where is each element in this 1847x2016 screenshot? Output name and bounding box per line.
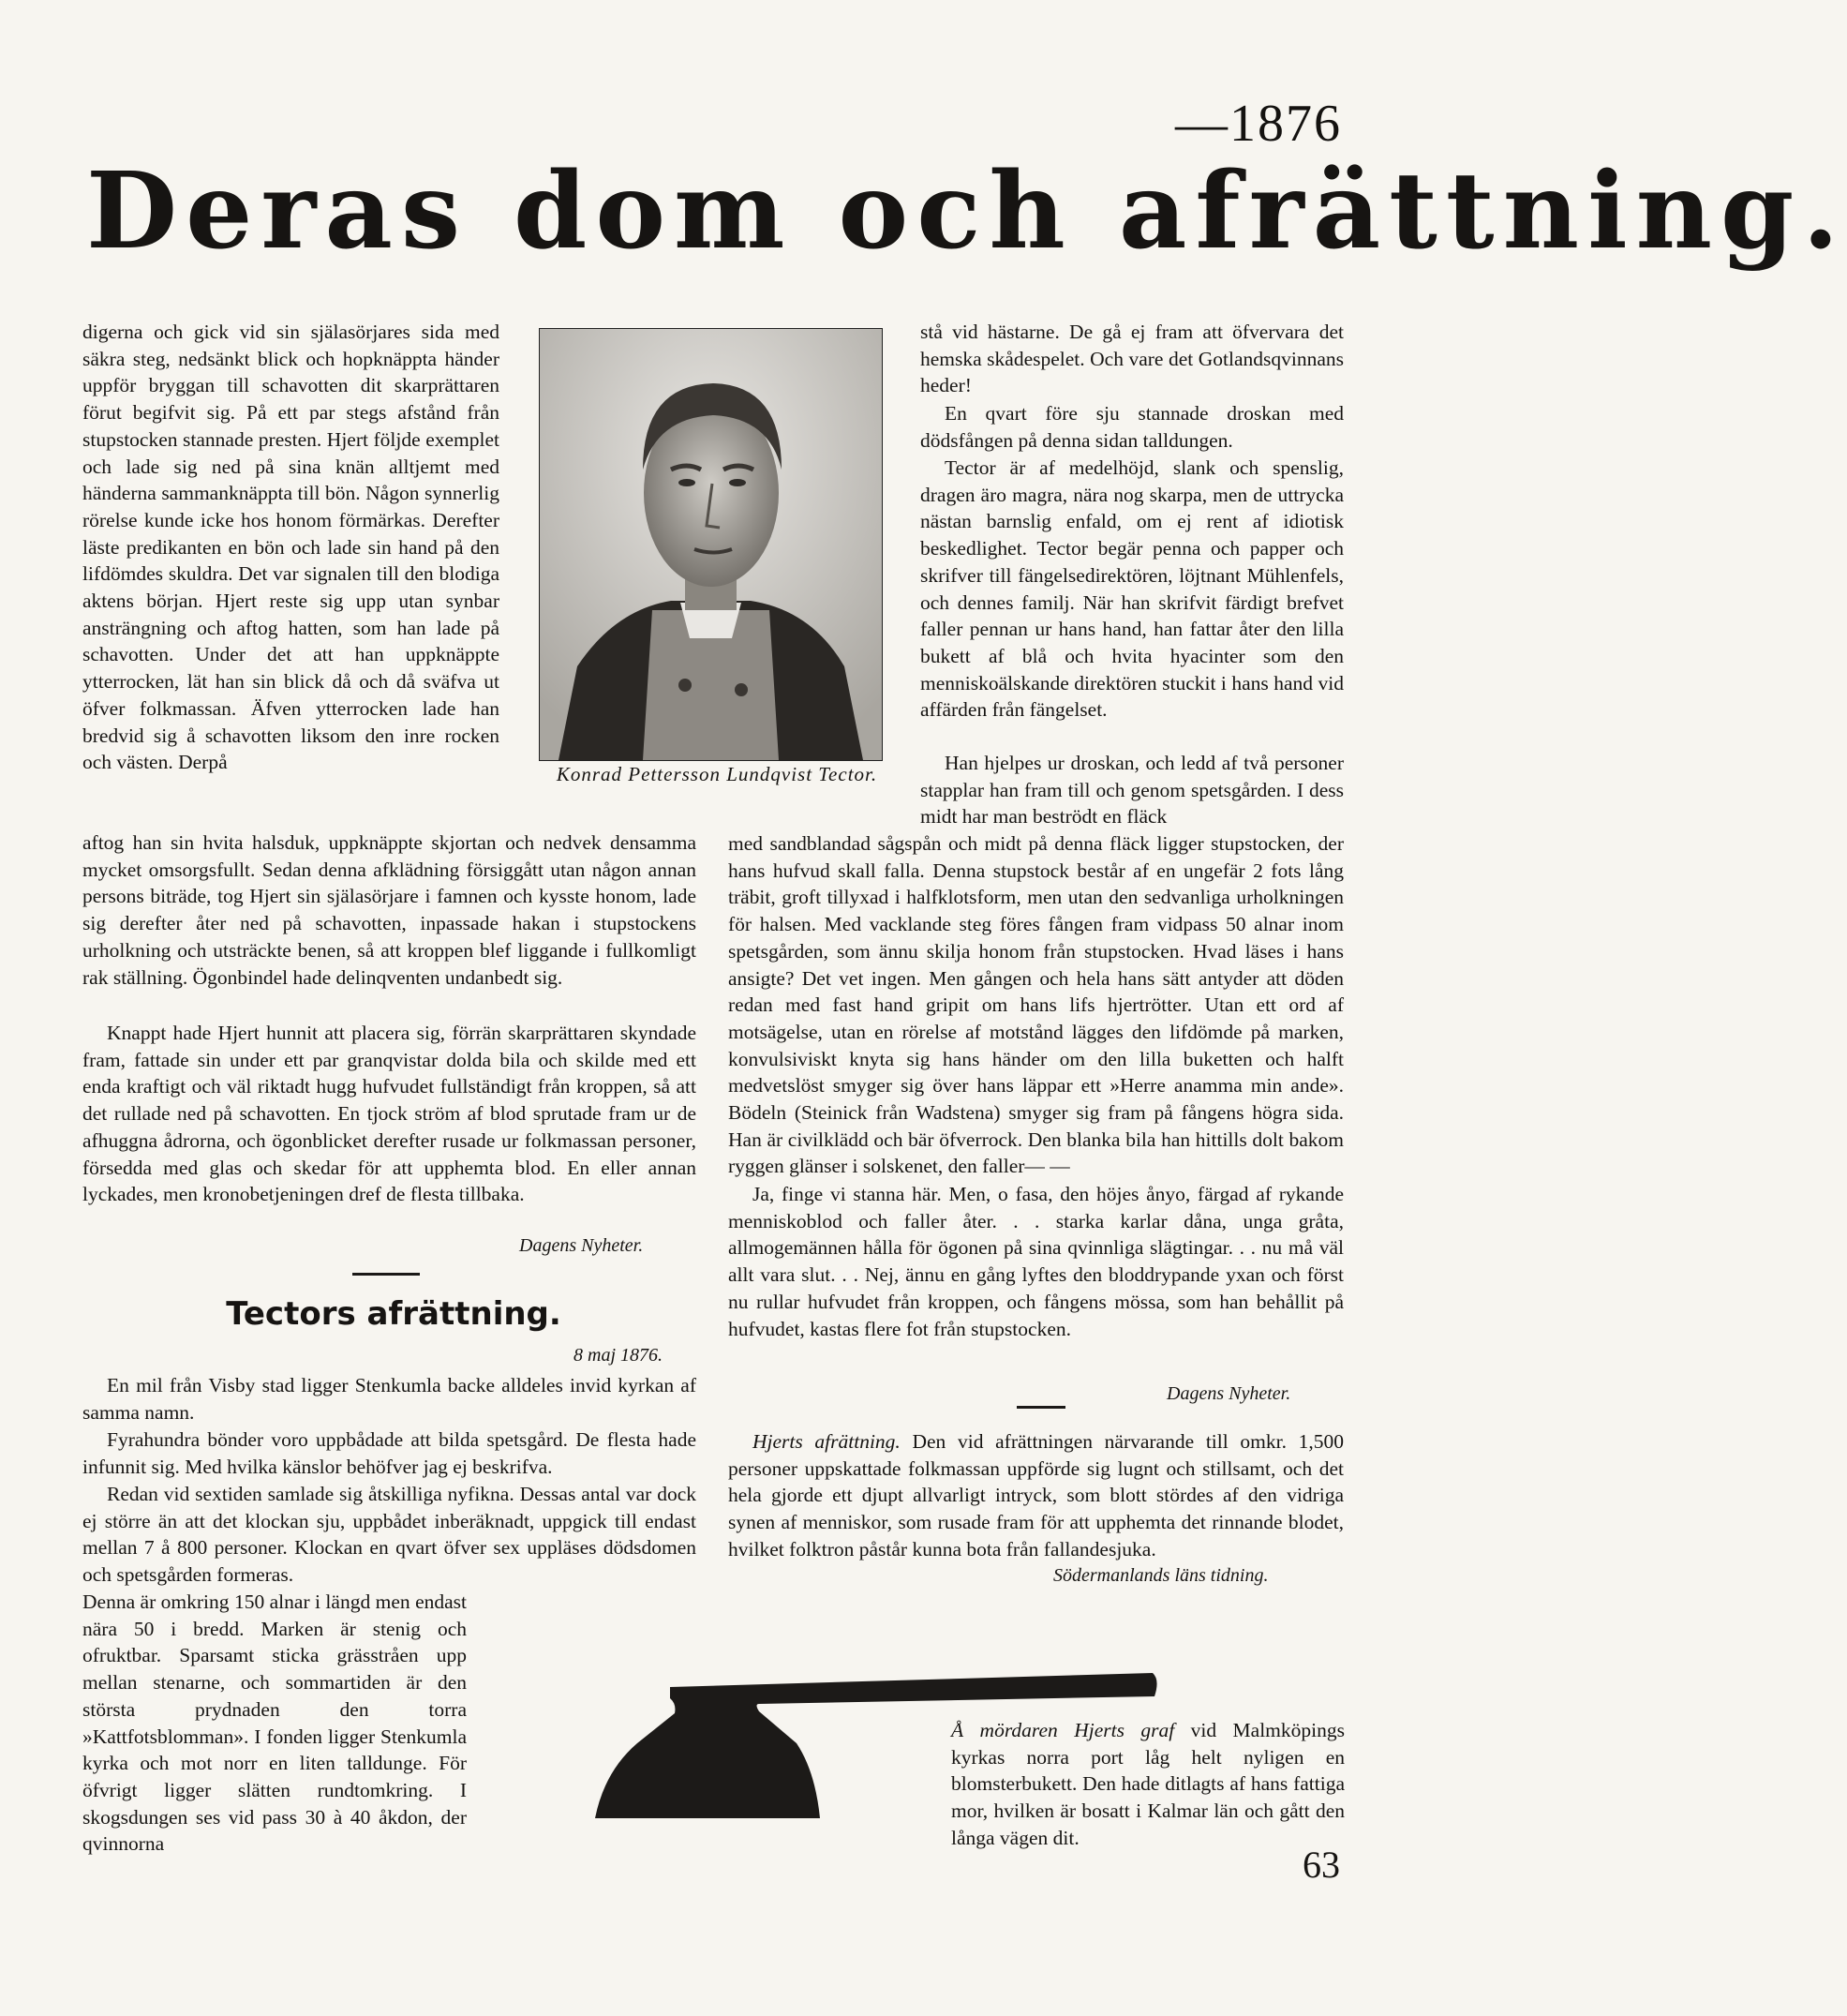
left-para-5-continued: Denna är omkring 150 alnar i längd men endast nära 50 i bredd. Marken är stenig och ofruktbar. Sparsamt sticka grässtråen upp mellan stenarne, och sommartiden är den största prydnaden den torra »Kattfotsblomman». I fonden ligger Stenkumla kyrka och mot norr en liten talldunge. För öfvrigt ligger slätten rundtomkring. I skogsdungen ses vid pass 30 à 40 åkdon, der qvinnorna [82, 1590, 467, 1856]
right-para-6 [728, 1428, 1344, 1563]
right-para-2: En qvart före sju stannade droskan med dödsfången på denna sidan talldungen. [920, 402, 1344, 452]
page-title: Deras dom och afrättning. [86, 150, 1847, 273]
grave-note-text: vid Malmköpings kyrkas norra port låg helt nyligen en blomsterbukett. Den hade ditlagts af hans fattiga mor, hvilken är bosatt i Kalmar län och gått den långa vägen dit. [951, 1719, 1345, 1849]
left-para-3: En mil från Visby stad ligger Stenkumla backe alldeles invid kyrkan af samma namn. [82, 1374, 696, 1424]
divider [1017, 1406, 1065, 1409]
left-para-5: Redan vid sextiden samlade sig åtskilliga nyfikna. Dessas antal var dock ej större än att det klockan sju, uppbådet inberäknadt, uppgick till endast mellan 7 å 800 personer. Klockan en qvart öfver sex uppläses dödsdomen och spetsgården formeras. [82, 1483, 696, 1587]
left-para-4: Fyrahundra bönder voro uppbådade att bilda spetsgård. De flesta hade infunnit sig. Med hvilka känslor behöfver jag ej beskrifva. [82, 1428, 696, 1478]
right-para-1: stå vid hästarne. De gå ej fram att öfvervara det hemska skådespelet. Och vare det Gotlandsqvinnans heder! [920, 321, 1344, 397]
man-portrait-photo [539, 328, 883, 761]
portrait-caption: Konrad Pettersson Lundqvist Tector. [556, 763, 878, 785]
source-dagens-nyheter-2: Dagens Nyheter. [1167, 1383, 1291, 1404]
source-dagens-nyheter-1: Dagens Nyheter. [519, 1235, 644, 1256]
right-para-3: Tector är af medelhöjd, slank och spenslig, dragen äro magra, nära nog skarpa, men de uttrycka nästan barnslig enfald, om ej rent af idiotisk beskedlighet. Tector begär penna och papper och skrifver till fängelsedirektören, löjtnant Mühlenfels, och dennes familj. När han skrifvit färdigt brefvet faller pennan ur hans hand, han fattar åter den lilla bukett af blå och hvita hyacinter som den menniskoälskande direktören stuckit i hans hand vid affärden från fängelset. [920, 456, 1344, 722]
right-para-4: Han hjelpes ur droskan, och ledd af två personer stapplar han fram till och genom spetsgården. I dess midt har man beströdt en fläck [920, 752, 1344, 829]
left-para-1-continued: aftog han sin hvita halsduk, uppknäppte skjortan och nedvek densamma mycket omsorgsfullt. Sedan denna afklädning försiggått utan någon annan persons biträde, tog Hjert sin själasörjare i famnen och kysste honom, lade sig derefter åter ned på schavotten, inpassade hakan i stupstockens urholkning och utsträckte benen, så att kroppen blef liggande i fullkomligt rak ställning. Ögonbindel hade delinqventen undanbedt sig. [82, 831, 696, 989]
right-para-4-continued: med sandblandad sågspån och midt på denna fläck ligger stupstocken, der hans hufvud skall falla. Denna stupstock består af en ungefär 2 fots lång träbit, groft tillyxad i halfklotsform, men utan den sedvanliga urholkningen för halsen. Med vacklande steg föres fången fram vidpass 50 alnar inom spetsgården, som ännu skilja honom från stupstocken. Hvad läses i hans ansigte? Det vet ingen. Men gången och hela hans sätt antyder att döden redan med fast hand gripit om hans lifs hjertrötter. Utan ett ord af motsägelse, utan en rörelse af motstånd lägges den lifdömde på marken, konvulsiviskt knyta sig hans händer om den lilla buketten och halft medvetslöst smyger sig över hans läppar ett »Herre anamma min ande». Bödeln (Steinick från Wadstena) smyger sig fram på fångens högra sida. Han är civilklädd och bär öfverrock. Den blanka bila han hittills dolt bakom ryggen glänser i solskenet, den faller— — [728, 832, 1344, 1178]
section-heading: Tectors afrättning. [226, 1295, 561, 1333]
page-number: 63 [1303, 1844, 1340, 1886]
dateline: 8 maj 1876. [573, 1345, 663, 1366]
left-para-1: digerna och gick vid sin själasörjares sida med säkra steg, nedsänkt blick och hopknäppta händer uppför bryggan till schavotten dit skarprättaren förut begifvit sig. På ett par stegs afstånd från stupstocken stannade presten. Hjert följde exemplet och lade sig ned på sina knän alltjemt med händerna sammanknäppta till bön. Någon synnerlig rörelse kunde icke hos honom förmärkas. Derefter läste predikanten en bön och lade sin hand på den lifdömdes skuldra. Det var signalen till den blodiga aktens början. Hjert reste sig upp utan synbar ansträngning och aftog hatten, som han lade på schavotten. Under det att han uppknäppte ytterrocken, lät han sin blick då och då sväfva ut öfver folkmassan. Äfven ytterrocken lade han bredvid sig å schavotten liksom den inre rocken och västen. Derpå [82, 321, 499, 774]
grave-note-lead: Å mördaren Hjerts graf [951, 1719, 1175, 1741]
divider [352, 1273, 420, 1276]
right-para-5: Ja, finge vi stanna här. Men, o fasa, den höjes ånyo, färgad af rykande menniskoblod och faller åter. . . starka karlar dåna, unga gråta, allmogemännen hålla för ögonen på sina qvinnliga slägtingar. . . nu må väl allt vara slut. . . Nej, ännu en gång lyftes den bloddrypande yxan och först nu rullar hufvudet från kroppen, och fångens mössa, som han behållit på hufvudet, kastas flere fot från stupstocken. [728, 1183, 1344, 1340]
year-heading: —1876 [1175, 95, 1342, 153]
hjerts-afrattning-text: Den vid afrättningen närvarande till omkr. 1,500 personer uppskattade folkmassan uppförde sig lugnt och stillsamt, och det hela gjorde ett djupt allvarligt intryck, som blott stördes af den vidriga synen af menniskor, som rusade fram för att upphemta det rinnande blodet, hvilket folktron påstår kunna bota från fallandesjuka. [728, 1430, 1344, 1561]
hjerts-afrattning-lead: Hjerts afrättning. [752, 1430, 901, 1453]
source-sodermanlands: Södermanlands läns tidning. [1053, 1565, 1269, 1586]
right-para-7 [951, 1717, 1345, 1852]
left-para-2: Knappt hade Hjert hunnit att placera sig, förrän skarprättaren skyndade fram, fattade sin under ett par granqvistar dolda bila och skilde med ett enda kraftigt och väl riktadt hugg hufvudet fullständigt från kroppen, så att det rullade ned på schavotten. En tjock ström af blod sprutade fram ur de afhuggna ådrorna, och ögonblicket derefter rusade ur folkmassan personer, försedda med glas och skedar för att upphemta blod. En eller annan lyckades, men kronobetjeningen dref de flesta tillbaka. [82, 1022, 696, 1206]
